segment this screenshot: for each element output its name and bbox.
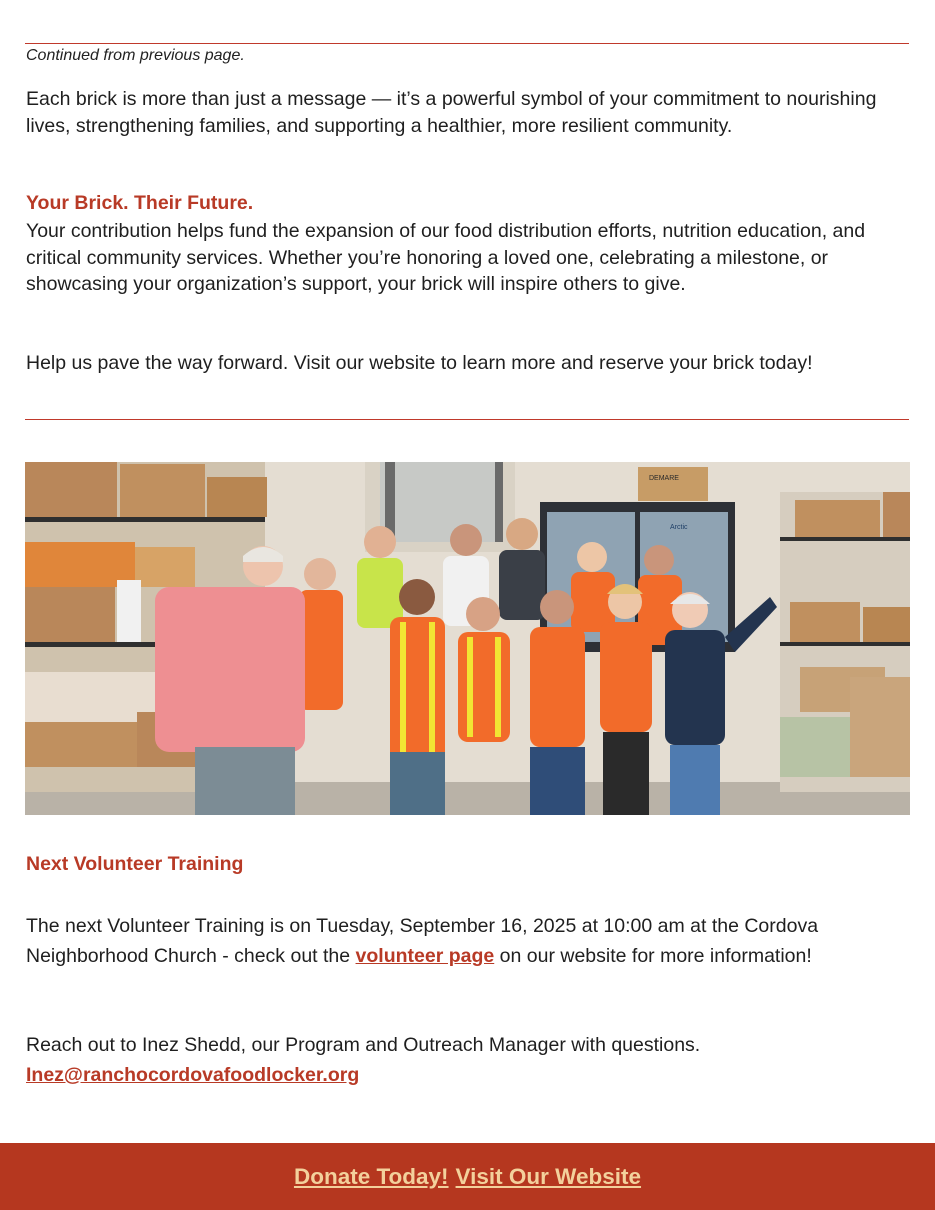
training-text-after: on our website for more information! (494, 945, 812, 967)
section-divider (25, 419, 909, 420)
training-text-before: The next Volunteer Training is on Tuesday, September 16, 2025 at 10:00 am at the Cordova Neighborhood Church - check out the (26, 915, 819, 967)
contact-paragraph (26, 1030, 910, 1090)
contact-text: Reach out to Inez Shedd, our Program and Outreach Manager with questions. (26, 1034, 701, 1056)
footer-bar (0, 1143, 935, 1210)
continued-note: Continued from previous page. (26, 47, 245, 64)
brick-cta: Help us pave the way forward. Visit our website to learn more and reserve your brick today! (26, 352, 813, 374)
training-heading: Next Volunteer Training (26, 853, 244, 875)
volunteers-photo (25, 462, 910, 815)
email-link[interactable]: Inez@ranchocordovafoodlocker.org (26, 1064, 360, 1086)
brick-heading: Your Brick. Their Future. (26, 192, 254, 214)
top-divider (25, 43, 909, 44)
brick-body: Your contribution helps fund the expansion of our food distribution efforts, nutrition education, and critical community services. Whether you’re honoring a loved one, celebrating a milestone, or showcasing your organization’s support, your brick will inspire others to give. (26, 220, 866, 295)
donate-link[interactable]: Donate Today! (293, 1163, 449, 1189)
volunteer-page-link[interactable]: volunteer page (355, 945, 495, 967)
fridge-label: Arctic (670, 524, 688, 531)
box-label: DEMARE (649, 475, 679, 482)
brick-intro: Each brick is more than just a message — it’s a powerful symbol of your commitment to nourishing lives, strengthening families, and supporting a healthier, more resilient community. (26, 88, 877, 137)
training-paragraph (26, 911, 910, 971)
visit-website-link[interactable]: Visit Our Website (455, 1163, 642, 1189)
